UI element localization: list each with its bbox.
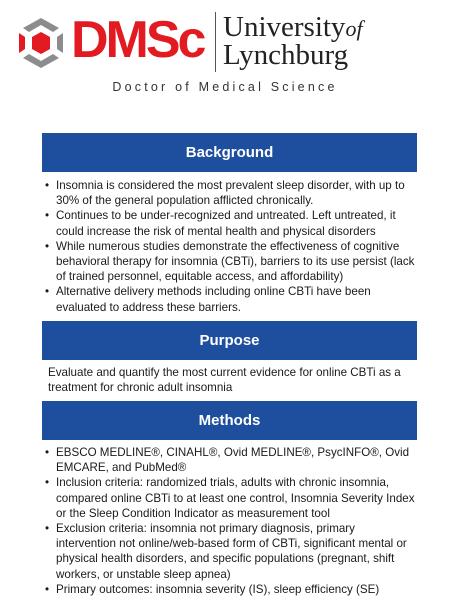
methods-bullet: • EBSCO MEDLINE®, CINAHL®, Ovid MEDLINE®, PsycINFO®, Ovid EMCARE, and PubMed®	[45, 445, 417, 475]
university-name-line2: Lynchburg	[223, 39, 349, 71]
header-divider	[215, 12, 216, 72]
university-of-word: of	[345, 16, 363, 41]
background-bullet: • Continues to be under-recognized and untreated. Left untreated, it could increase the risk of mental health and physical disorders	[45, 208, 417, 238]
methods-bullet: • Exclusion criteria: insomnia not primary diagnosis, primary intervention not online/web-based form of CBTi, significant mental or physical health disorders, and specific populations (pregnant, shift workers, or unstable sleep apnea)	[45, 521, 417, 582]
methods-heading: Methods	[42, 401, 417, 440]
background-bullet-list	[45, 178, 417, 315]
background-bullet: • While numerous studies demonstrate the effectiveness of cognitive behavioral therapy for insomnia (CBTi), barriers to its use persist (lack of trained personnel, equitable access, and affordability)	[45, 239, 417, 285]
university-word: University	[223, 11, 346, 43]
dmsc-logo-wordmark: DMSc	[71, 11, 204, 69]
purpose-heading: Purpose	[42, 321, 417, 360]
background-heading: Background	[42, 133, 417, 172]
program-tagline: Doctor of Medical Science	[112, 80, 338, 94]
purpose-text: Evaluate and quantify the most current evidence for online CBTi as a treatment for chronic adult insomnia	[48, 366, 401, 395]
background-bullet: • Insomnia is considered the most prevalent sleep disorder, with up to 30% of the general population afflicted chronically.	[45, 178, 417, 208]
dmsc-hexagon-logo-icon	[12, 14, 70, 72]
methods-bullet: • Primary outcomes: insomnia severity (IS), sleep efficiency (SE)	[45, 582, 417, 597]
methods-bullet: • Inclusion criteria: randomized trials, adults with chronic insomnia, compared online CBTi to at least one control, Insomnia Severity Index or the Sleep Condition Indicator as measurement tool	[45, 475, 417, 521]
methods-bullet-list	[45, 445, 417, 597]
background-bullet: • Alternative delivery methods including online CBTi have been evaluated to address these barriers.	[45, 284, 417, 314]
